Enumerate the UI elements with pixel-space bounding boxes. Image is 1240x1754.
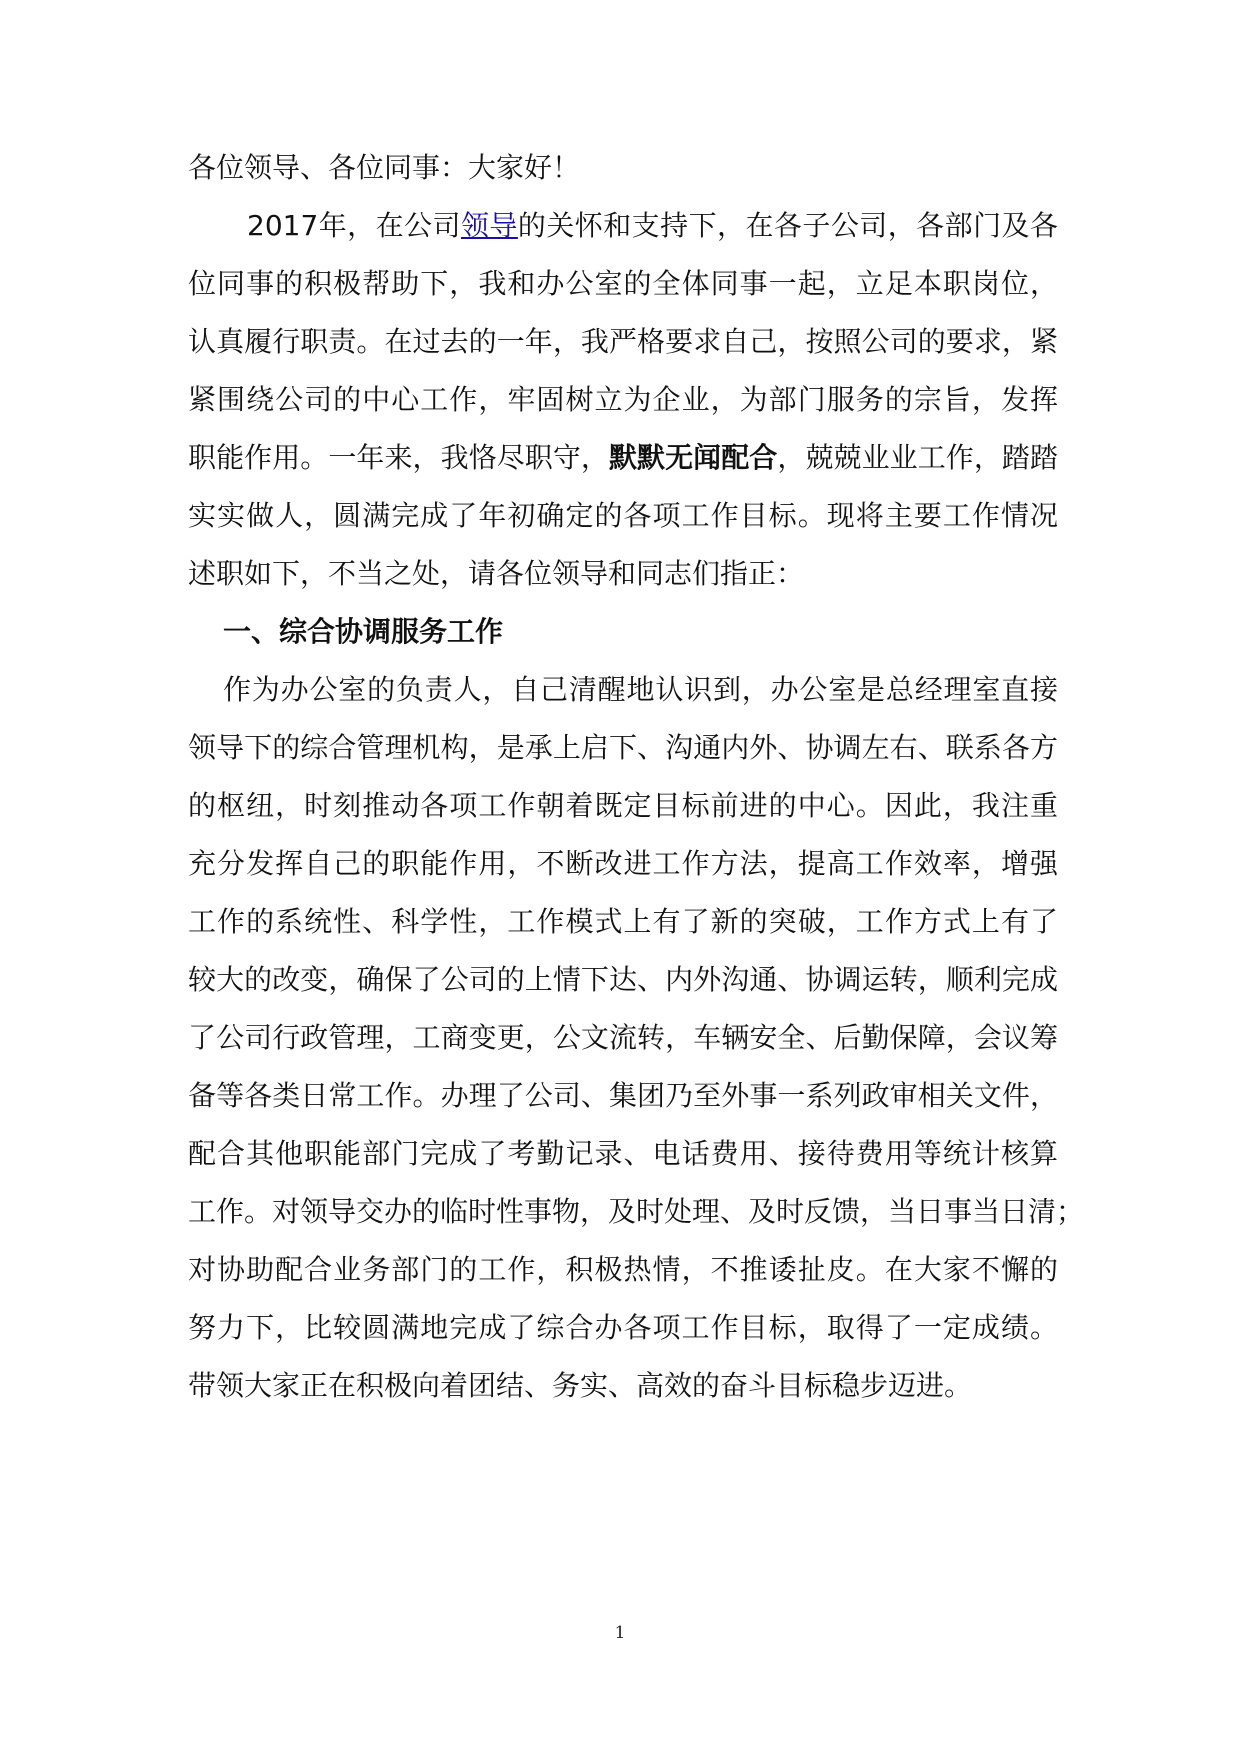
leadership-link[interactable]: 领导 (460, 209, 518, 242)
section-line: 工作。对领导交办的临时性事物，及时处理、及时反馈，当日事当日清； (188, 1195, 1085, 1228)
intro-text: 的关怀和支持下，在各子公司，各部门及各 (517, 209, 1058, 242)
intro-line-2: 位同事的积极帮助下，我和办公室的全体同事一起，立足本职岗位， (188, 267, 1058, 300)
greeting-line (188, 148, 1058, 188)
section-line: 较大的改变，确保了公司的上情下达、内外沟通、协调运转，顺利完成 (188, 963, 1058, 996)
section-line: 努力下，比较圆满地完成了综合办各项工作目标，取得了一定成绩。 (188, 1311, 1058, 1344)
intro-line-6: 实实做人，圆满完成了年初确定的各项工作目标。现将主要工作情况 (188, 499, 1058, 532)
intro-text: 2017年，在公司 (247, 209, 461, 242)
section-line: 带领大家正在积极向着团结、务实、高效的奋斗目标稳步迈进。 (188, 1369, 973, 1402)
intro-line-5 (188, 438, 1058, 478)
intro-line-7: 述职如下，不当之处，请各位领导和同志们指正： (188, 557, 805, 590)
greeting-text: 各位领导、各位同事：大家好！ (188, 151, 581, 184)
section-line: 备等各类日常工作。办理了公司、集团乃至外事一系列政审相关文件， (188, 1079, 1058, 1112)
intro-text: 职能作用。一年来，我恪尽职守， (188, 441, 609, 474)
page-number: 1 (614, 1623, 626, 1643)
intro-line-4: 紧围绕公司的中心工作，牢固树立为企业，为部门服务的宗旨，发挥 (188, 383, 1058, 416)
section-line: 配合其他职能部门完成了考勤记录、电话费用、接待费用等统计核算 (188, 1137, 1058, 1170)
section-line: 领导下的综合管理机构，是承上启下、沟通内外、协调左右、联系各方 (188, 731, 1058, 764)
intro-text: ，兢兢业业工作，踏踏 (777, 441, 1058, 474)
intro-line-3: 认真履行职责。在过去的一年，我严格要求自己，按照公司的要求，紧 (188, 325, 1058, 358)
section-line: 了公司行政管理，工商变更，公文流转，车辆安全、后勤保障，会议筹 (188, 1021, 1058, 1054)
section-line: 对协助配合业务部门的工作，积极热情，不推诿扯皮。在大家不懈的 (188, 1253, 1058, 1286)
section-line: 充分发挥自己的职能作用，不断改进工作方法，提高工作效率，增强 (188, 847, 1058, 880)
bold-phrase: 默默无闻配合 (608, 441, 778, 474)
section-line: 作为办公室的负责人，自己清醒地认识到，办公室是总经理室直接 (223, 673, 1058, 706)
section-heading: 一、综合协调服务工作 (223, 615, 504, 648)
section-line: 的枢纽，时刻推动各项工作朝着既定目标前进的中心。因此，我注重 (188, 789, 1058, 822)
section-line: 工作的系统性、科学性，工作模式上有了新的突破，工作方式上有了 (188, 905, 1058, 938)
intro-line-1 (247, 206, 1058, 246)
